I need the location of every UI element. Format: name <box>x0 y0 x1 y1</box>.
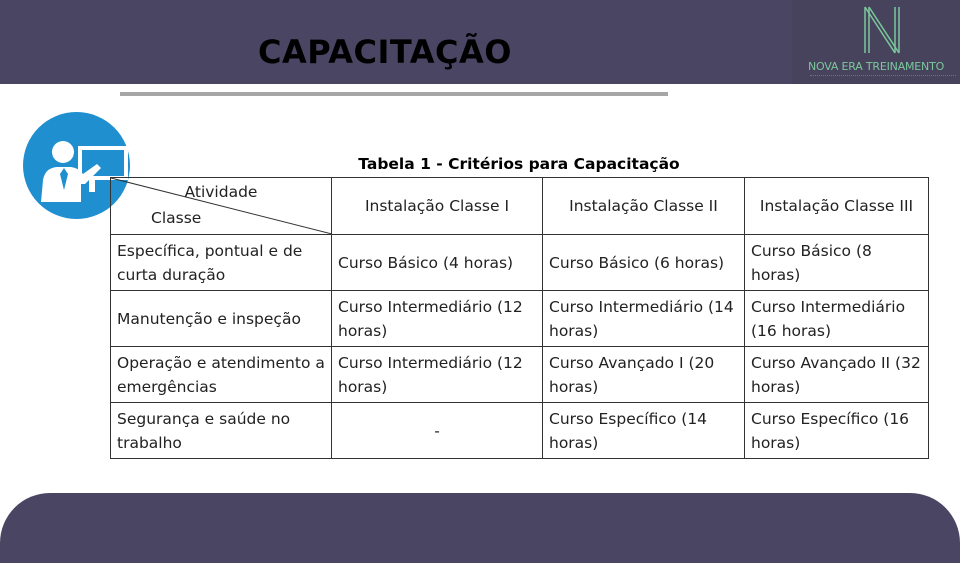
table-cell: Curso Intermediário (16 horas) <box>745 291 929 347</box>
table-cell: Curso Avançado II (32 horas) <box>745 347 929 403</box>
logo <box>792 0 960 84</box>
table-cell: Curso Intermediário (14 horas) <box>543 291 745 347</box>
corner-label-activity: Atividade <box>184 183 258 201</box>
logo-text: NOVA ERA TREINAMENTO <box>808 60 945 73</box>
activity-cell: Operação e atendimento a emergências <box>111 347 332 403</box>
corner-label-class: Classe <box>151 209 202 227</box>
criteria-table <box>110 177 929 459</box>
page-title: CAPACITAÇÃO <box>258 33 512 71</box>
table-cell: Curso Básico (8 horas) <box>745 235 929 291</box>
table-cell: Curso Específico (16 horas) <box>745 403 929 459</box>
table-cell: Curso Básico (4 horas) <box>332 235 543 291</box>
table-caption: Tabela 1 - Critérios para Capacitação <box>358 155 680 173</box>
table-row <box>111 347 929 403</box>
activity-cell: Manutenção e inspeção <box>111 291 332 347</box>
table-cell: - <box>332 403 543 459</box>
corner-header-cell <box>111 178 332 235</box>
column-header: Instalação Classe III <box>745 178 929 235</box>
table-row <box>111 403 929 459</box>
table-cell: Curso Básico (6 horas) <box>543 235 745 291</box>
nova-era-logo-icon <box>862 5 902 57</box>
table-row <box>111 235 929 291</box>
table-cell: Curso Específico (14 horas) <box>543 403 745 459</box>
logo-tagline-line <box>810 75 956 78</box>
footer-bar <box>0 493 960 563</box>
activity-cell: Específica, pontual e de curta duração <box>111 235 332 291</box>
column-header: Instalação Classe II <box>543 178 745 235</box>
table-header-row <box>111 178 929 235</box>
column-header: Instalação Classe I <box>332 178 543 235</box>
table-cell: Curso Avançado I (20 horas) <box>543 347 745 403</box>
activity-cell: Segurança e saúde no trabalho <box>111 403 332 459</box>
table-row <box>111 291 929 347</box>
title-underline <box>120 92 668 96</box>
table-cell: Curso Intermediário (12 horas) <box>332 347 543 403</box>
table-cell: Curso Intermediário (12 horas) <box>332 291 543 347</box>
